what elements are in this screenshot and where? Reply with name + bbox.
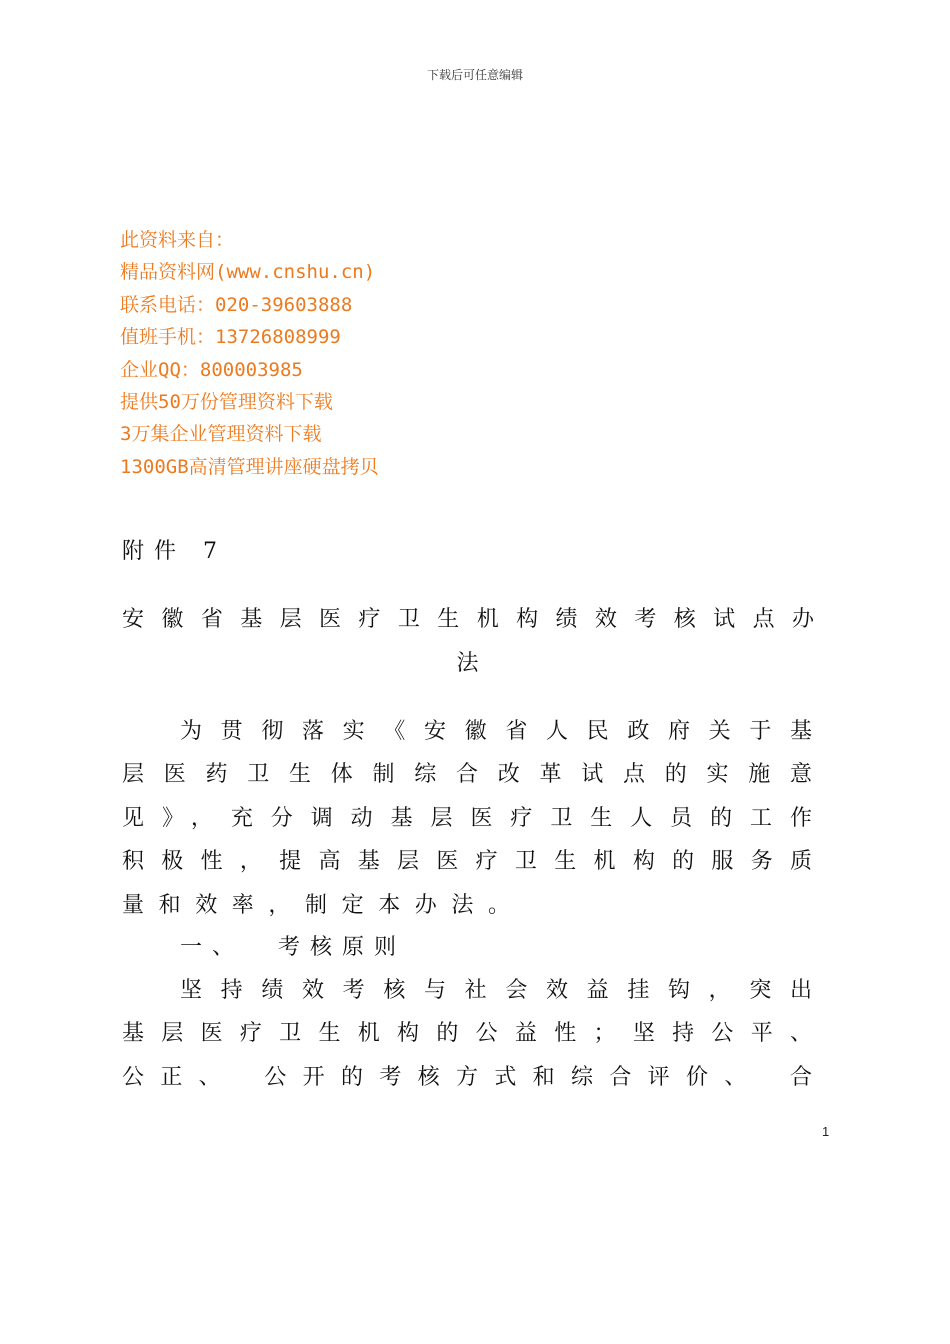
- promo-line: 精品资料网(www.cnshu.cn): [120, 261, 376, 284]
- section-number: 一、: [180, 935, 245, 960]
- promo-line: 提供50万份管理资料下载: [120, 391, 333, 414]
- header-note: 下载后可任意编辑: [426, 68, 523, 82]
- section-heading: [180, 930, 406, 961]
- promo-line: 值班手机：13726808999: [120, 326, 341, 349]
- document-title-line-1: 安徽省基层医疗卫生机构绩效考核试点办: [122, 607, 814, 632]
- promo-block: [120, 224, 379, 483]
- paragraph-line: 为贯彻落实《安徽省人民政府关于基: [180, 719, 812, 744]
- section-title: 考核原则: [278, 935, 407, 960]
- paragraph-line: 坚持绩效考核与社会效益挂钩，突出: [180, 978, 812, 1003]
- paragraph-line: 公正、 公开的考核方式和综合评价、 合: [122, 1065, 812, 1090]
- promo-line: 企业QQ：800003985: [120, 358, 303, 381]
- document-title-line-2: 法: [456, 651, 479, 676]
- promo-line: 此资料来自：: [120, 229, 235, 251]
- paragraph-line: 见》，充分调动基层医疗卫生人员的工作: [122, 806, 812, 831]
- promo-line: 3万集企业管理资料下载: [120, 423, 322, 446]
- paragraph-line: 基层医疗卫生机构的公益性；坚持公平、: [122, 1021, 812, 1046]
- paragraph-line: 积极性，提高基层医疗卫生机构的服务质: [122, 849, 812, 874]
- promo-line: 1300GB高清管理讲座硬盘拷贝: [120, 455, 379, 478]
- attachment-label: 附件 7: [122, 539, 227, 564]
- paragraph-line: 层医药卫生体制综合改革试点的实施意: [122, 762, 812, 787]
- promo-line: 联系电话：020-39603888: [120, 293, 353, 316]
- paragraph-line: 量和效率，制定本办法。: [122, 893, 525, 918]
- page-number: 1: [822, 1124, 830, 1139]
